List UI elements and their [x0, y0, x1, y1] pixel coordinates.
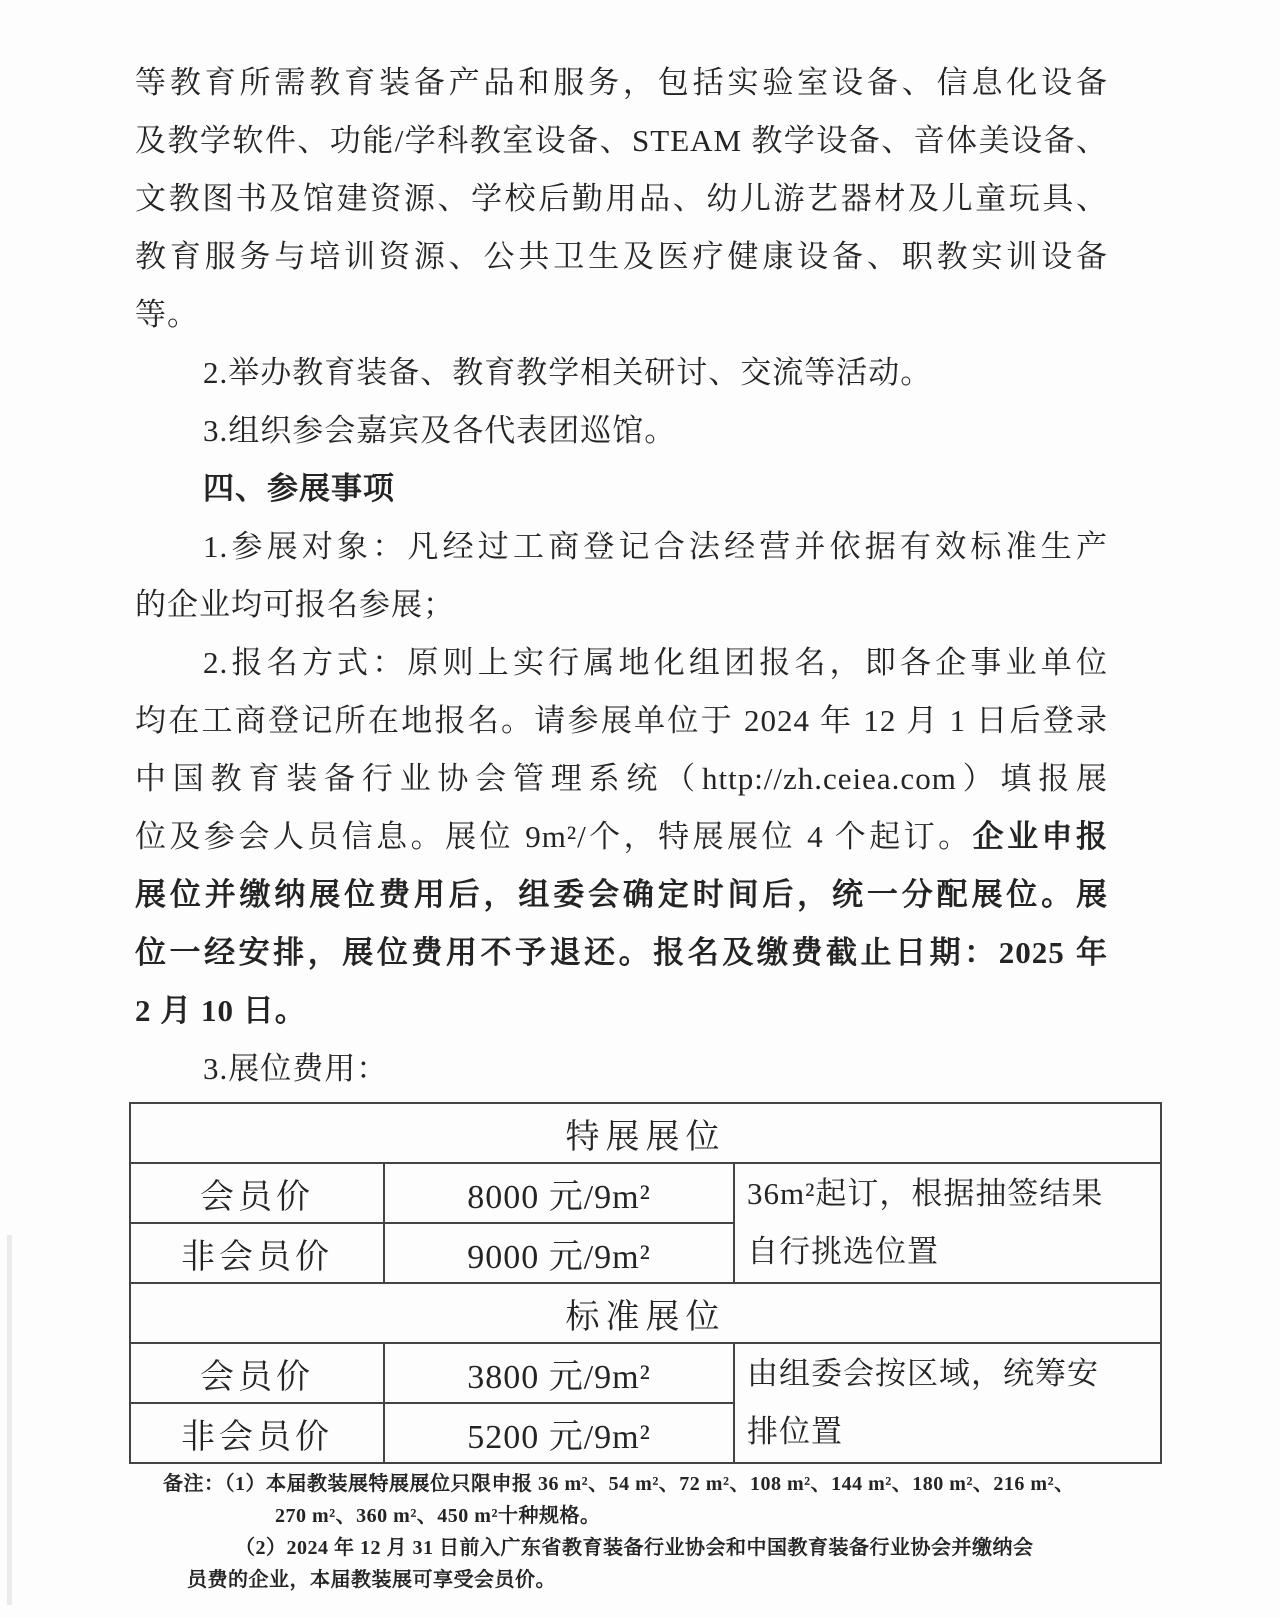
standard-booth-title: 标准展位	[130, 1283, 1161, 1343]
body-line-text: 及教学软件、功能/学科教室设备、STEAM 教学设备、音体美设备、	[135, 123, 1108, 158]
body-line-text: 等。	[135, 297, 199, 332]
body-line-text: 的企业均可报名参展；	[135, 587, 455, 622]
body-line-text: 教育服务与培训资源、公共卫生及医疗健康设备、职教实训设备	[135, 239, 1108, 274]
body-line-list-item	[135, 344, 1108, 402]
body-line-text: 文教图书及馆建资源、学校后勤用品、幼儿游艺器材及儿童玩具、	[135, 181, 1108, 216]
standard-booth-header-row	[130, 1283, 1161, 1343]
nonmember-price-value: 9000 元/9m²	[384, 1223, 734, 1283]
footnote-line: 员费的企业，本届教装展可享受会员价。	[187, 1569, 556, 1591]
nonmember-price-value: 5200 元/9m²	[384, 1403, 734, 1463]
document-body	[135, 0, 1108, 1098]
footnote-line: 270 m²、360 m²、450 m²十种规格。	[275, 1505, 601, 1527]
body-line-text: 2.举办教育装备、教育教学相关研讨、交流等活动。	[203, 355, 933, 390]
body-line-text: 均在工商登记所在地报名。请参展单位于 2024 年 12 月 1 日后登录	[135, 703, 1108, 738]
member-price-label: 会员价	[130, 1343, 384, 1403]
body-line-text: 3.展位费用：	[203, 1051, 389, 1086]
body-line	[135, 286, 1108, 344]
body-line-list-item	[135, 402, 1108, 460]
body-line-text: 中国教育装备行业协会管理系统（http://zh.ceiea.com）填报展	[135, 761, 1108, 796]
body-line	[135, 750, 1108, 808]
special-booth-header-row	[130, 1103, 1161, 1163]
body-line-text: 3.组织参会嘉宾及各代表团巡馆。	[203, 413, 677, 448]
body-line-text: 等教育所需教育装备产品和服务，包括实验室设备、信息化设备	[135, 65, 1108, 100]
footnote-line: 备注：（1）本届教装展特展展位只限申报 36 m²、54 m²、72 m²、108 m²、144 m²、180 m²、216 m²、	[163, 1473, 1075, 1495]
body-line	[135, 170, 1108, 228]
special-booth-member-row	[130, 1163, 1161, 1223]
body-line	[135, 576, 1108, 634]
special-booth-title: 特展展位	[130, 1103, 1161, 1163]
body-line-bold-text: 2 月 10 日。	[135, 993, 307, 1028]
body-line-bold-text: 展位并缴纳展位费用后，组委会确定时间后，统一分配展位。展	[135, 877, 1108, 912]
member-price-label: 会员价	[130, 1163, 384, 1223]
body-line	[135, 866, 1108, 924]
member-price-value: 8000 元/9m²	[384, 1163, 734, 1223]
member-price-value: 3800 元/9m²	[384, 1343, 734, 1403]
body-line	[135, 228, 1108, 286]
body-line	[135, 54, 1108, 112]
body-line-list-item	[135, 1040, 1108, 1098]
body-line	[135, 112, 1108, 170]
body-line	[135, 982, 1108, 1040]
footnote-line: （2）2024 年 12 月 31 日前入广东省教育装备行业协会和中国教育装备行业协会并缴纳会	[235, 1537, 1034, 1559]
body-line	[135, 692, 1108, 750]
body-line-text: 位及参会人员信息。展位 9m²/个，特展展位 4 个起订。	[135, 819, 973, 854]
body-line-list-item	[135, 518, 1108, 576]
body-line-list-item	[135, 634, 1108, 692]
section-heading-text: 四、参展事项	[203, 471, 395, 506]
special-booth-note: 36m²起订，根据抽签结果自行挑选位置	[734, 1163, 1161, 1283]
nonmember-price-label: 非会员价	[130, 1403, 384, 1463]
standard-booth-member-row	[130, 1343, 1161, 1403]
scan-edge-artifact	[7, 1235, 12, 1605]
body-line	[135, 924, 1108, 982]
section-heading	[135, 460, 1108, 518]
body-line	[135, 808, 1108, 866]
body-line-bold-text: 位一经安排，展位费用不予退还。报名及缴费截止日期：2025 年	[135, 935, 1108, 970]
footnotes	[135, 1468, 1280, 1596]
standard-booth-note: 由组委会按区域，统筹安排位置	[734, 1343, 1161, 1463]
body-line-bold-text: 企业申报	[972, 819, 1108, 854]
body-line-text: 1.参展对象：凡经过工商登记合法经营并依据有效标准生产	[203, 529, 1108, 564]
body-line-text: 2.报名方式：原则上实行属地化组团报名，即各企事业单位	[203, 645, 1108, 680]
nonmember-price-label: 非会员价	[130, 1223, 384, 1283]
booth-fee-table	[129, 1102, 1162, 1464]
